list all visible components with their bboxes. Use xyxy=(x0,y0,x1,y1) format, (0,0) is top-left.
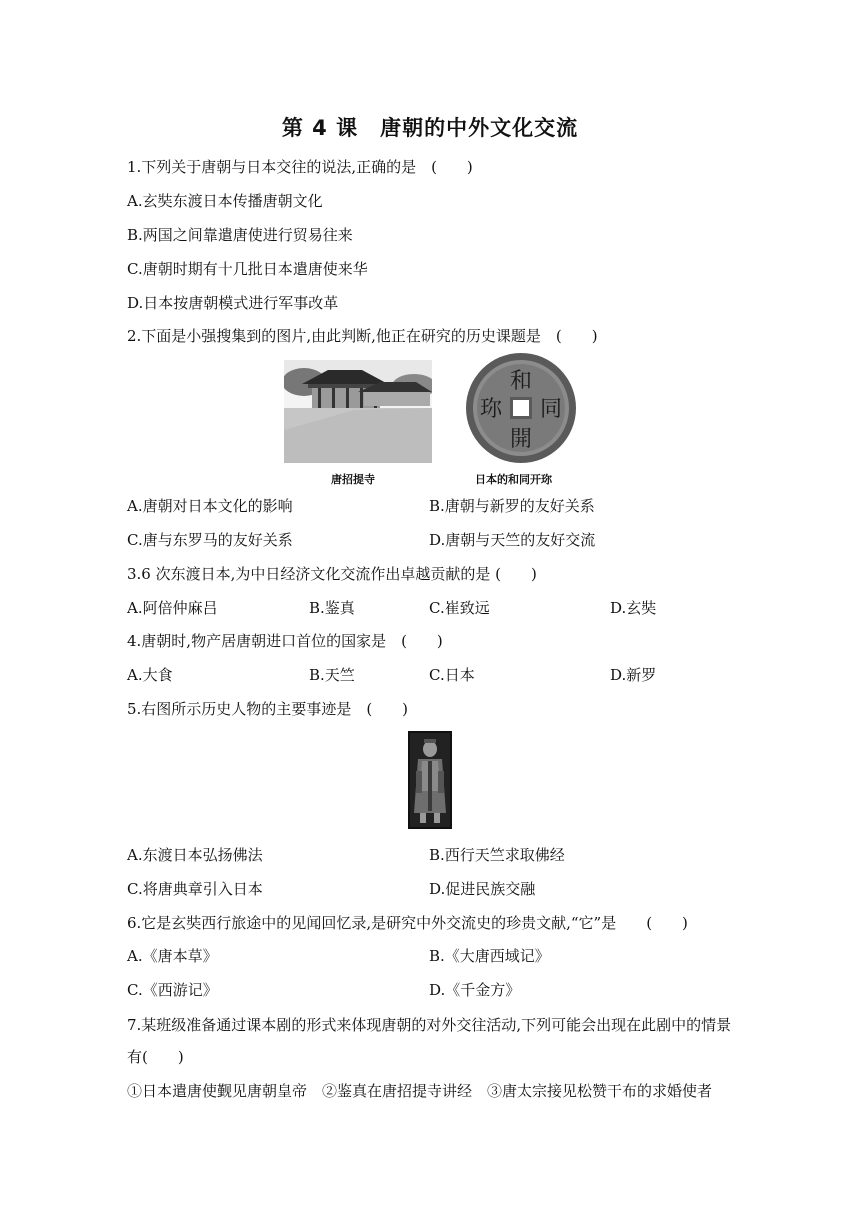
coin-caption: 日本的和同开珎 xyxy=(475,473,552,486)
coin-char-left: 珎 xyxy=(479,397,503,422)
question-3-option-d: D.玄奘 xyxy=(610,599,657,617)
question-7-stem-line2: 有( ) xyxy=(127,1048,184,1066)
question-4-stem: 4.唐朝时,物产居唐朝进口首位的国家是 ( ) xyxy=(127,632,443,650)
question-1-option-a: A.玄奘东渡日本传播唐朝文化 xyxy=(127,192,323,210)
question-1-option-c: C.唐朝时期有十几批日本遣唐使来华 xyxy=(127,260,368,278)
question-5-option-d: D.促进民族交融 xyxy=(429,880,536,898)
question-1-option-d: D.日本按唐朝模式进行军事改革 xyxy=(127,294,339,312)
question-4-option-a: A.大食 xyxy=(127,666,173,684)
question-6-option-a: A.《唐本草》 xyxy=(127,947,218,965)
question-2-option-a: A.唐朝对日本文化的影响 xyxy=(127,497,293,515)
coin-char-bottom: 開 xyxy=(509,427,533,452)
question-3-option-a: A.阿倍仲麻吕 xyxy=(127,599,218,617)
question-5-stem: 5.右图所示历史人物的主要事迹是 ( ) xyxy=(127,700,409,718)
temple-caption: 唐招提寺 xyxy=(331,473,375,486)
question-7-items: ①日本遣唐使觐见唐朝皇帝 ②鉴真在唐招提寺讲经 ③唐太宗接见松赞干布的求婚使者 xyxy=(127,1082,713,1100)
page-title: 第 4 课 唐朝的中外文化交流 xyxy=(281,116,579,140)
question-3-option-b: B.鉴真 xyxy=(309,599,355,617)
coin-char-top: 和 xyxy=(509,369,533,394)
question-2-option-b: B.唐朝与新罗的友好关系 xyxy=(429,497,595,515)
question-4-option-b: B.天竺 xyxy=(309,666,355,684)
question-3-option-c: C.崔致远 xyxy=(429,599,490,617)
question-1-stem: 1.下列关于唐朝与日本交往的说法,正确的是 ( ) xyxy=(127,158,473,176)
coin-char-right: 同 xyxy=(539,397,563,422)
question-4-option-d: D.新罗 xyxy=(610,666,657,684)
question-3-stem: 3.6 次东渡日本,为中日经济文化交流作出卓越贡献的是 ( ) xyxy=(127,565,537,583)
question-2-option-c: C.唐与东罗马的友好关系 xyxy=(127,531,293,549)
question-6-option-d: D.《千金方》 xyxy=(429,981,521,999)
question-7-stem-line1: 7.某班级准备通过课本剧的形式来体现唐朝的对外交往活动,下列可能会出现在此剧中的情景 xyxy=(127,1016,732,1034)
question-6-option-b: B.《大唐西域记》 xyxy=(429,947,550,965)
question-1-option-b: B.两国之间靠遣唐使进行贸易往来 xyxy=(127,226,353,244)
question-2-stem: 2.下面是小强搜集到的图片,由此判断,他正在研究的历史课题是 ( ) xyxy=(127,327,598,345)
monk-portrait-icon xyxy=(408,731,452,829)
coin-photo-icon xyxy=(465,352,577,464)
question-5-option-b: B.西行天竺求取佛经 xyxy=(429,846,565,864)
question-6-option-c: C.《西游记》 xyxy=(127,981,218,999)
question-4-option-c: C.日本 xyxy=(429,666,475,684)
question-5-option-c: C.将唐典章引入日本 xyxy=(127,880,263,898)
question-6-stem: 6.它是玄奘西行旅途中的见闻回忆录,是研究中外交流史的珍贵文献,“它”是 ( ) xyxy=(127,914,688,932)
question-2-option-d: D.唐朝与天竺的友好交流 xyxy=(429,531,596,549)
question-5-option-a: A.东渡日本弘扬佛法 xyxy=(127,846,263,864)
temple-photo-icon xyxy=(284,360,432,463)
